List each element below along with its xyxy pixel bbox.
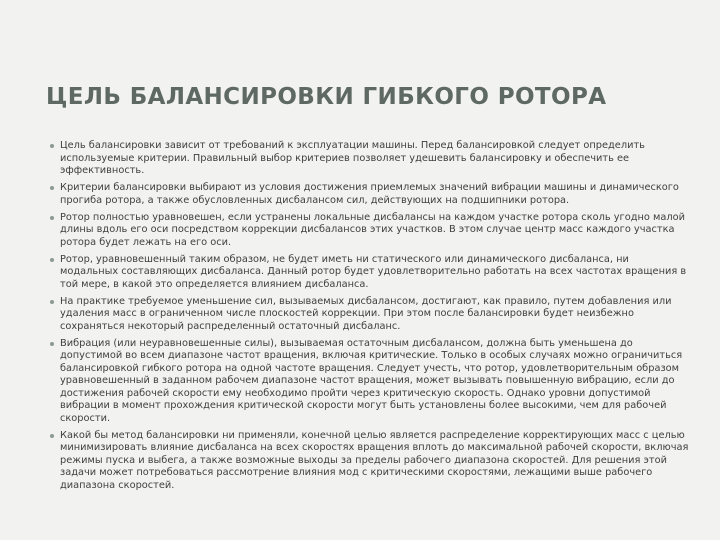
bullet-text: Критерии балансировки выбирают из условия достижения приемлемых значений вибрации машины и динамического прогиба ротора, а также обусловленных дисбалансом сил, действующих на подшипники ротора. xyxy=(60,182,679,206)
list-item xyxy=(50,430,690,493)
bullet-icon xyxy=(50,216,54,220)
list-item xyxy=(50,182,690,207)
list-item xyxy=(50,338,690,426)
bullet-icon xyxy=(50,300,54,304)
bullet-list xyxy=(50,140,690,497)
bullet-icon xyxy=(50,186,54,190)
list-item xyxy=(50,212,690,250)
bullet-text: Ротор, уравновешенный таким образом, не будет иметь ни статического или динамического дисбаланса, ни модальных составляющих дисбаланса. Данный ротор будет удовлетворительно работать на всех частотах вращения в той мере, в какой это определяется влиянием дисбаланса. xyxy=(60,253,687,290)
bullet-text: Ротор полностью уравновешен, если устранены локальные дисбалансы на каждом участке ротора сколь угодно малой длины вдоль его оси посредством коррекции дисбалансов этих участков. В этом случае центр масс каждого участка ротора будет лежать на его оси. xyxy=(60,211,685,248)
list-item xyxy=(50,140,690,178)
bullet-text: На практике требуемое уменьшение сил, вызываемых дисбалансом, достигают, как правило, путем добавления или удаления масс в ограниченном числе плоскостей коррекции. При этом после балансировки будет неизбежно сохраняться некоторый распределенный остаточный дисбаланс. xyxy=(60,295,672,332)
slide-title: ЦЕЛЬ БАЛАНСИРОВКИ ГИБКОГО РОТОРА xyxy=(46,84,607,110)
list-item xyxy=(50,254,690,292)
bullet-icon xyxy=(50,342,54,346)
bullet-icon xyxy=(50,258,54,262)
bullet-text: Цель балансировки зависит от требований к эксплуатации машины. Перед балансировкой следует определить используемые критерии. Правильный выбор критериев позволяет удешевить балансировку и обеспечить ее эффективность. xyxy=(60,140,645,176)
bullet-text: Вибрация (или неуравновешенные силы), вызываемая остаточным дисбалансом, должна быть уменьшена до допустимой во всем диапазоне частот вращения, включая критические. Только в особых случаях можно ограничиться балансировкой гибкого ротора на одной частоте вращения. Следует учесть, что ротор, удовлетворительным образом уравновешенный в заданном рабочем диапазоне частот вращения, может вызывать повышенную вибрацию, если до достижения рабочей скорости ему необходимо пройти через критическую скорость. Однако уровни допустимой вибрации в момент прохождения критической скорости могут быть установлены более высокими, чем для рабочей скорости. xyxy=(60,337,683,424)
bullet-text: Какой бы метод балансировки ни применяли, конечной целью является распределение корректирующих масс с целью минимизировать влияние дисбаланса на всех скоростях вращения вплоть до максимальной рабочей скорости, включая режимы пуска и выбега, а также возможные выходы за пределы рабочего диапазона скоростей. Для решения этой задачи может потребоваться рассмотрение влияния мод с критическими скоростями, лежащими выше рабочего диапазона скоростей. xyxy=(60,429,689,491)
list-item xyxy=(50,296,690,334)
bullet-icon xyxy=(50,434,54,438)
bullet-icon xyxy=(50,144,54,148)
